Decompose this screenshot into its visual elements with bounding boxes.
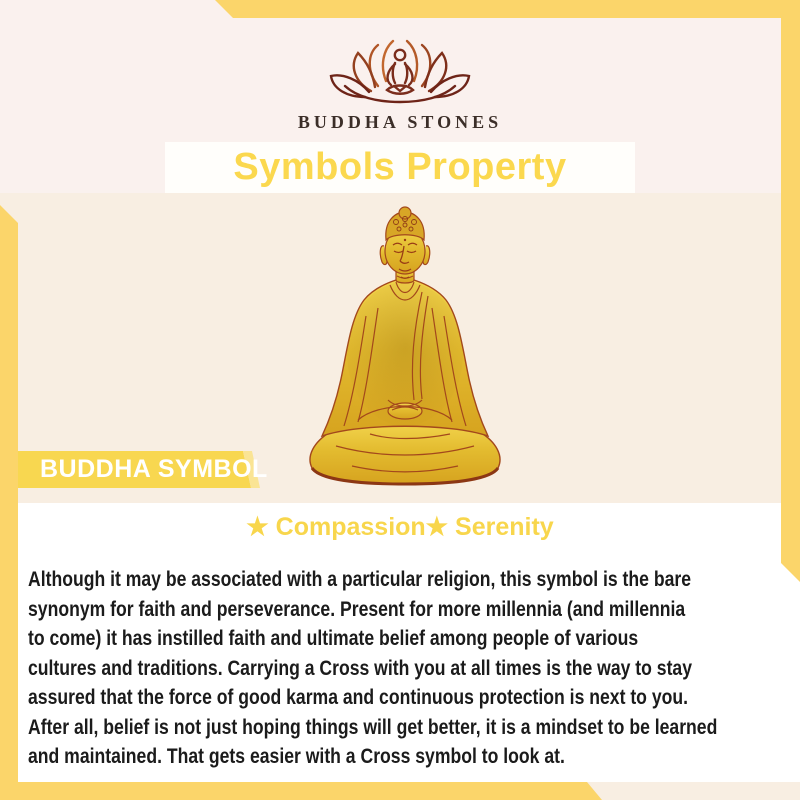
description-panel	[16, 503, 800, 782]
lotus-logo-icon	[325, 34, 475, 114]
page-title: Symbols Property	[233, 146, 567, 188]
description-line: to come) it has instilled faith and ultimate belief among people of various	[28, 627, 639, 650]
description-line: synonym for faith and perseverance. Present for more millennia (and millennia	[28, 597, 686, 621]
description-line: assured that the force of good karma and continuous protection is next to you.	[28, 686, 689, 709]
title-band	[165, 142, 635, 193]
description-line: After all, belief is not just hoping things will get better, it is a mindset to be learned	[28, 715, 718, 739]
description-line: cultures and traditions. Carrying a Cross with you at all times is the way to stay	[28, 656, 693, 680]
description-line: Although it may be associated with a particular religion, this symbol is the bare	[28, 568, 692, 591]
description-text	[28, 565, 765, 772]
buddha-symbol-ribbon	[18, 451, 268, 488]
properties-heading: ★ Compassion★ Serenity	[246, 513, 554, 541]
brand-name: BUDDHA STONES	[297, 112, 503, 132]
buddha-illustration	[300, 204, 510, 486]
description-line: and maintained. That gets easier with a Cross symbol to look at.	[28, 745, 565, 768]
buddha-symbol-label: BUDDHA SYMBOL	[40, 455, 268, 483]
